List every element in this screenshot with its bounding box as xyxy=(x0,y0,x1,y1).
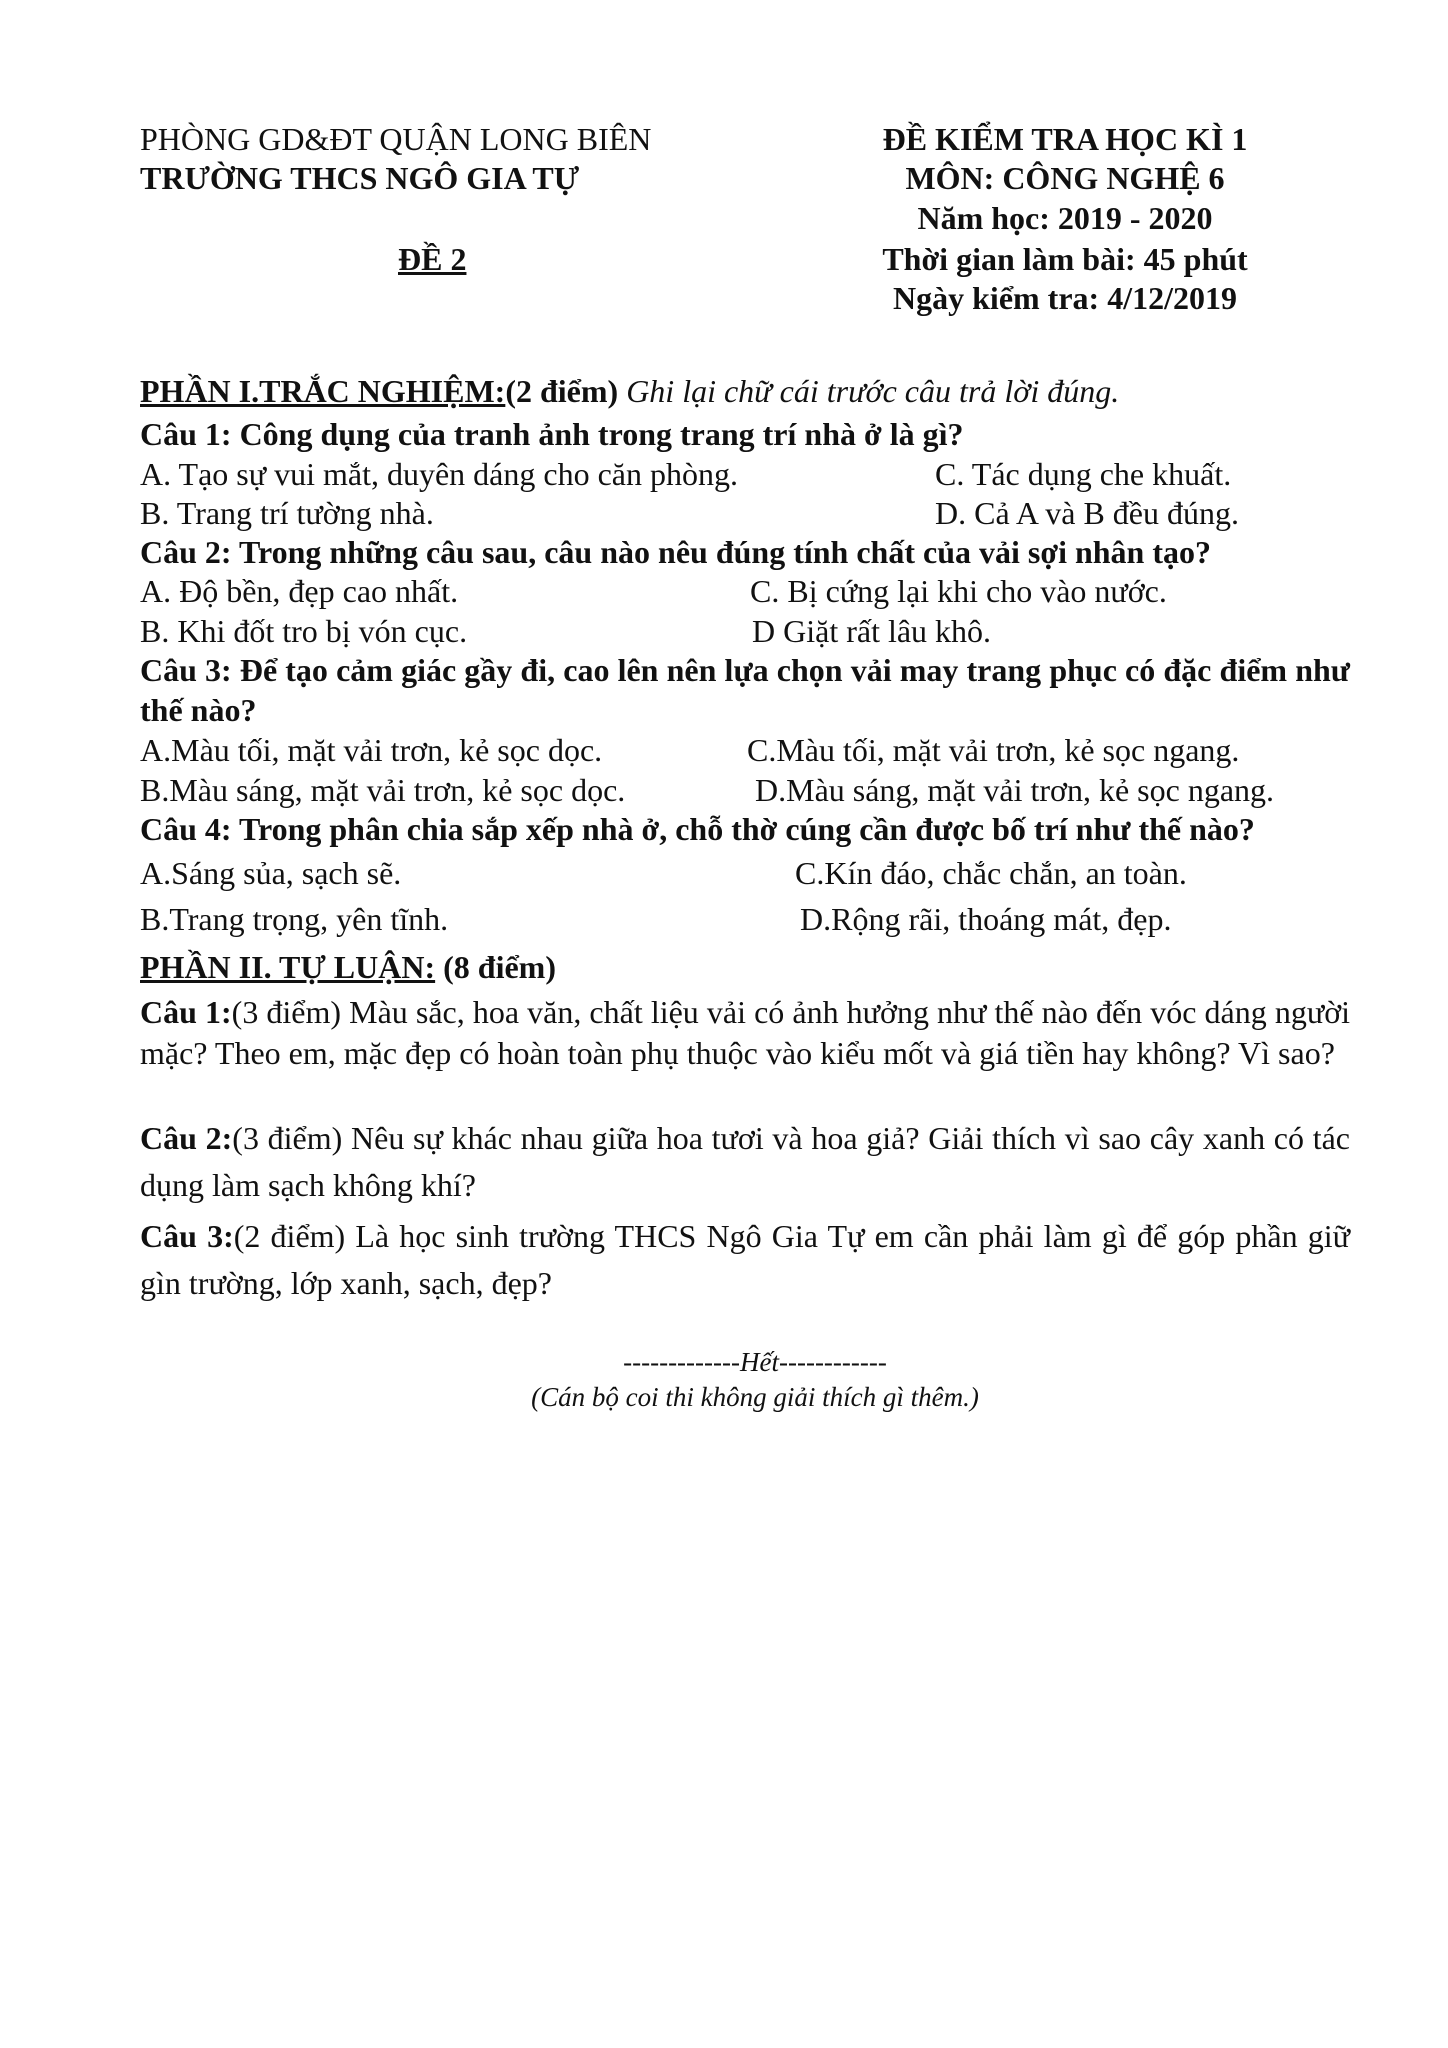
part2-title: PHẦN II. TỰ LUẬN: xyxy=(140,949,436,985)
proctor-note: (Cán bộ coi thi không giải thích gì thêm.) xyxy=(531,1382,979,1412)
exam-code: ĐỀ 2 xyxy=(398,241,467,277)
mc-q1-option-b: B. Trang trí tường nhà. xyxy=(140,495,434,531)
mc-q4-row2 xyxy=(140,900,1350,939)
mc-q4-option-c: C.Kín đáo, chắc chắn, an toàn. xyxy=(795,855,1187,891)
mc-q2-option-a: A. Độ bền, đẹp cao nhất. xyxy=(140,573,459,609)
mc-question-1: Câu 1: Công dụng của tranh ảnh trong trang trí nhà ở là gì? xyxy=(140,416,964,452)
mc-question-4: Câu 4: Trong phân chia sắp xếp nhà ở, chỗ thờ cúng cần được bố trí như thế nào? xyxy=(140,811,1255,847)
mc-q4-row1 xyxy=(140,854,1350,893)
essay-q3-label: Câu 3: xyxy=(140,1218,234,1254)
mc-q1-row2 xyxy=(140,494,1350,533)
essay-q3-text: (2 điểm) Là học sinh trường THCS Ngô Gia Tự em cần phải làm gì để góp phần giữ gìn trường, lớp xanh, sạch, đẹp? xyxy=(140,1218,1351,1301)
essay-q1-text: (3 điểm) Màu sắc, hoa văn, chất liệu vải có ảnh hưởng như thế nào đến vóc dáng người mặc? Theo em, mặc đẹp có hoàn toàn phụ thuộc vào kiểu mốt và giá tiền hay không? Vì sao? xyxy=(140,994,1351,1071)
exam-title: ĐỀ KIỂM TRA HỌC KÌ 1 xyxy=(882,121,1248,157)
mc-q3-row1 xyxy=(140,731,1350,770)
mc-question-2: Câu 2: Trong những câu sau, câu nào nêu đúng tính chất của vải sợi nhân tạo? xyxy=(140,534,1211,570)
part1-points: (2 điểm) xyxy=(505,373,619,409)
mc-q3-option-a: A.Màu tối, mặt vải trơn, kẻ sọc dọc. xyxy=(140,732,603,768)
mc-q1-option-a: A. Tạo sự vui mắt, duyên dáng cho căn phòng. xyxy=(140,456,738,492)
mc-q2-option-d: D Giặt rất lâu khô. xyxy=(752,613,992,649)
essay-q1-label: Câu 1: xyxy=(140,994,232,1030)
part1-title: PHẦN I.TRẮC NGHIỆM: xyxy=(140,373,506,409)
department-name: PHÒNG GD&ĐT QUẬN LONG BIÊN xyxy=(140,121,652,157)
essay-q2-label: Câu 2: xyxy=(140,1120,233,1156)
end-marker: -------------Hết------------ xyxy=(623,1347,887,1377)
part2-heading xyxy=(140,948,556,987)
exam-date: Ngày kiểm tra: 4/12/2019 xyxy=(893,280,1237,316)
mc-q4-option-d: D.Rộng rãi, thoáng mát, đẹp. xyxy=(800,901,1172,937)
mc-q3-option-c: C.Màu tối, mặt vải trơn, kẻ sọc ngang. xyxy=(747,732,1240,768)
mc-q1-option-d: D. Cả A và B đều đúng. xyxy=(935,495,1239,531)
mc-question-3: Câu 3: Để tạo cảm giác gầy đi, cao lên nên lựa chọn vải may trang phục có đặc điểm như thế nào? xyxy=(140,652,1350,728)
part1-instruction: Ghi lại chữ cái trước câu trả lời đúng. xyxy=(618,373,1120,409)
school-name: TRƯỜNG THCS NGÔ GIA TỰ xyxy=(140,160,580,196)
mc-q1-option-c: C. Tác dụng che khuất. xyxy=(935,456,1232,492)
mc-q4-option-b: B.Trang trọng, yên tĩnh. xyxy=(140,901,449,937)
exam-duration: Thời gian làm bài: 45 phút xyxy=(882,241,1248,277)
mc-q3-option-d: D.Màu sáng, mặt vải trơn, kẻ sọc ngang. xyxy=(755,772,1275,808)
part1-heading xyxy=(140,372,1119,411)
school-year: Năm học: 2019 - 2020 xyxy=(917,200,1213,236)
essay-question-1 xyxy=(140,992,1350,1074)
mc-q3-option-b: B.Màu sáng, mặt vải trơn, kẻ sọc dọc. xyxy=(140,772,626,808)
mc-q2-row2 xyxy=(140,612,1350,651)
mc-q4-option-a: A.Sáng sủa, sạch sẽ. xyxy=(140,855,402,891)
essay-question-3 xyxy=(140,1213,1350,1307)
part2-points: (8 điểm) xyxy=(435,949,556,985)
exam-subject: MÔN: CÔNG NGHỆ 6 xyxy=(905,160,1225,196)
mc-q1-row1 xyxy=(140,455,1350,494)
mc-q2-option-b: B. Khi đốt tro bị vón cục. xyxy=(140,613,468,649)
essay-q2-text: (3 điểm) Nêu sự khác nhau giữa hoa tươi và hoa giả? Giải thích vì sao cây xanh có tác dụng làm sạch không khí? xyxy=(140,1120,1351,1203)
mc-q2-option-c: C. Bị cứng lại khi cho vào nước. xyxy=(750,573,1167,609)
mc-q2-row1 xyxy=(140,572,1350,611)
mc-q3-row2 xyxy=(140,771,1350,810)
essay-question-2 xyxy=(140,1115,1350,1209)
